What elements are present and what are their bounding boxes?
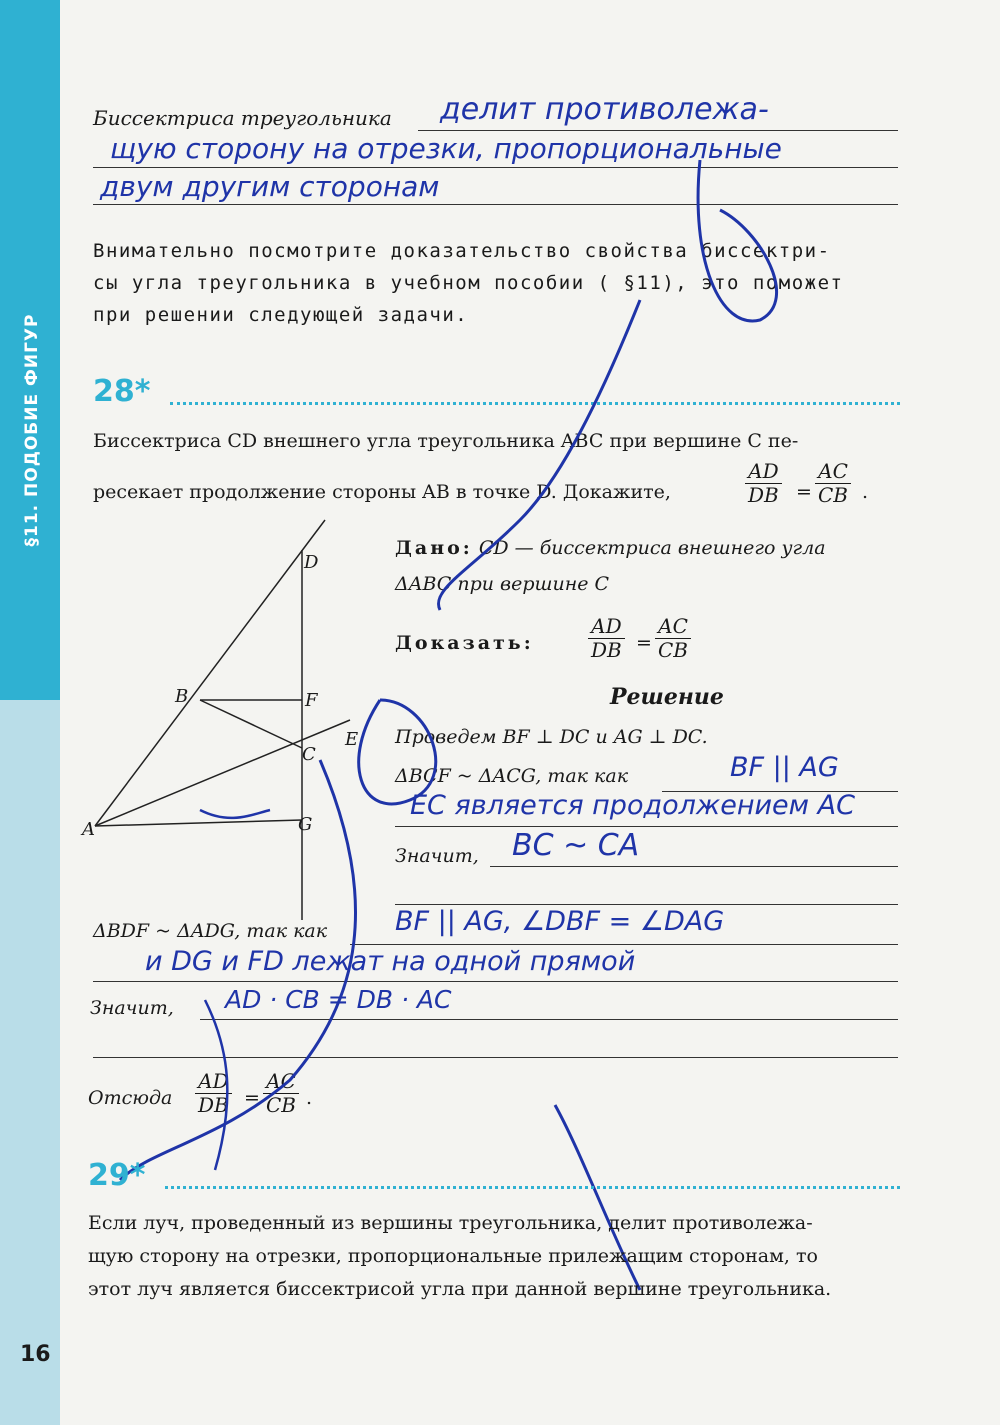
line-a-d: [95, 520, 325, 826]
hence-fraction-left: [195, 1070, 232, 1117]
answer-line-10: [200, 1019, 898, 1020]
handwritten-means: BC ~ CA: [512, 828, 640, 863]
definition-label: Биссектриса треугольника: [93, 106, 392, 130]
task-29-number: 29*: [88, 1158, 146, 1193]
point-label-g: G: [298, 814, 313, 835]
page-number: 16: [20, 1342, 51, 1367]
fraction-denominator: CB: [818, 483, 848, 507]
line-b-c: [200, 700, 302, 748]
handwritten-definition-2: щую сторону на отрезки, пропорциональные: [110, 132, 782, 165]
given-text-1: CD — биссектриса внешнего угла: [478, 537, 826, 559]
answer-line-11: [93, 1057, 898, 1058]
handwritten-step-3-2: и DG и FD лежат на одной прямой: [145, 946, 636, 977]
instruction-line-2: сы угла треугольника в учебном пособии ( §11), это поможет: [93, 272, 844, 294]
point-label-a: A: [82, 819, 95, 840]
handwritten-step-3-1: BF || AG, ∠DBF = ∠DAG: [395, 906, 725, 937]
answer-line-7: [395, 904, 898, 905]
fraction-denominator: CB: [266, 1093, 296, 1117]
instruction-line-1: Внимательно посмотрите доказательство свойства биссектри-: [93, 240, 831, 262]
means2-label: Значит,: [90, 997, 174, 1019]
solution-step-3-label: ΔBDF ~ ΔADG, так как: [93, 920, 328, 942]
hence-fraction-right: [263, 1070, 299, 1117]
geometry-figure: [80, 500, 380, 940]
fraction-numerator: AC: [815, 460, 851, 484]
solution-label: Решение: [610, 684, 724, 710]
task-28-divider: [170, 402, 900, 405]
point-label-d: D: [304, 552, 319, 573]
fraction-numerator: AC: [655, 615, 691, 639]
handwritten-step-2-2: EC является продолжением AC: [410, 790, 855, 821]
fraction-numerator: AD: [195, 1070, 231, 1094]
period: .: [306, 1087, 313, 1109]
prove-label: Доказать:: [395, 632, 534, 654]
line-a-g: [95, 820, 302, 826]
instruction-line-3: при решении следующей задачи.: [93, 304, 469, 326]
task-28-fraction-right: [815, 460, 851, 507]
handwritten-definition-1: делит противолежа-: [440, 92, 769, 127]
fraction-numerator: AC: [263, 1070, 299, 1094]
point-label-f: F: [305, 690, 318, 711]
fraction-denominator: DB: [748, 483, 779, 507]
scribble-stroke: [438, 300, 640, 610]
fraction-numerator: AD: [745, 460, 781, 484]
sidebar-band-lower: [0, 700, 60, 1425]
fraction-denominator: DB: [198, 1093, 229, 1117]
equals-sign: =: [636, 632, 652, 654]
answer-line-5: [395, 826, 898, 827]
answer-line-1: [418, 130, 898, 131]
chapter-label: §11. ПОДОБИЕ ФИГУР: [22, 313, 42, 547]
equals-sign: =: [244, 1087, 260, 1109]
prove-fraction-left: [588, 615, 625, 662]
given-block: [395, 537, 826, 559]
point-label-b: B: [175, 686, 189, 707]
task-28-text-1: Биссектриса CD внешнего угла треугольника ABC при вершине C пе-: [93, 430, 799, 452]
fraction-denominator: DB: [591, 638, 622, 662]
hence-label: Отсюда: [88, 1087, 173, 1109]
fraction-denominator: CB: [658, 638, 688, 662]
given-text-2: ΔABC при вершине C: [395, 573, 610, 595]
task-28-number: 28*: [93, 374, 151, 409]
answer-line-6: [490, 866, 898, 867]
task-29-text-1: Если луч, проведенный из вершины треугольника, делит противолежа-: [88, 1212, 813, 1234]
handwritten-definition-3: двум другим сторонам: [100, 170, 440, 203]
task-29-divider: [165, 1186, 900, 1189]
task-28-fraction-left: [745, 460, 782, 507]
means-label: Значит,: [395, 845, 479, 867]
handwritten-step-2-1: BF || AG: [730, 752, 839, 783]
point-label-e: E: [345, 729, 359, 750]
answer-line-9: [93, 981, 898, 982]
equals-sign: =: [796, 481, 812, 503]
handwritten-means-2: AD · CB = DB · AC: [225, 985, 452, 1014]
point-label-c: C: [302, 744, 316, 765]
period: .: [862, 481, 869, 503]
answer-line-2: [93, 167, 898, 168]
solution-step-1: Проведем BF ⊥ DC и AG ⊥ DC.: [395, 726, 708, 748]
answer-line-8: [350, 944, 898, 945]
task-29-text-3: этот луч является биссектрисой угла при данной вершине треугольника.: [88, 1278, 832, 1300]
answer-line-3: [93, 204, 898, 205]
prove-fraction-right: [655, 615, 691, 662]
task-29-text-2: щую сторону на отрезки, пропорциональные прилежащим сторонам, то: [88, 1245, 818, 1267]
task-28-text-2: ресекает продолжение стороны AB в точке D. Докажите,: [93, 481, 671, 503]
fraction-numerator: AD: [588, 615, 624, 639]
given-label: Дано:: [395, 537, 473, 559]
solution-step-2-label: ΔBCF ~ ΔACG, так как: [395, 765, 629, 787]
line-a-e: [95, 720, 350, 826]
